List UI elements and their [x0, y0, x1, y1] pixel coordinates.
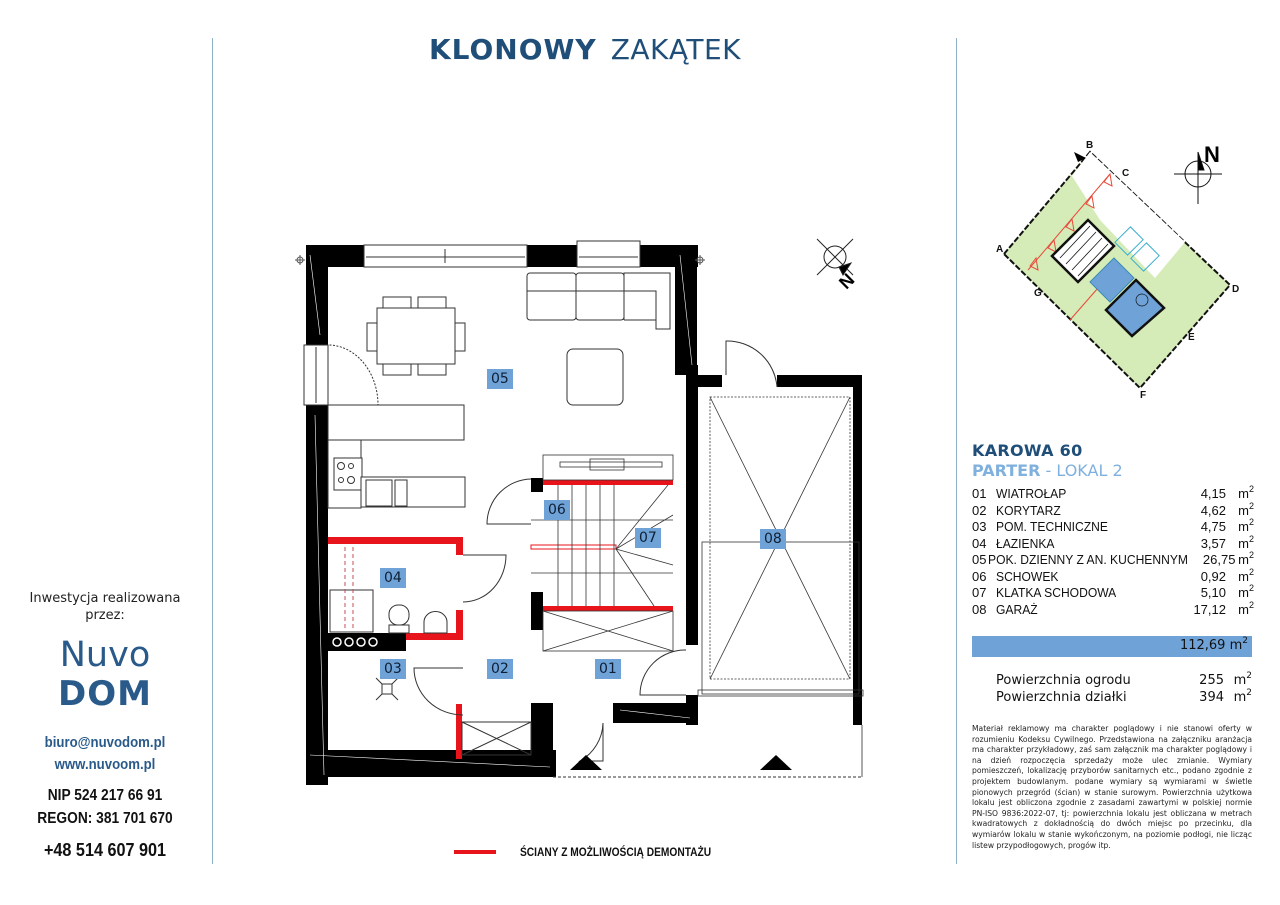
- unit-address: KAROWA 60: [972, 441, 1083, 460]
- nip-number: NIP 524 217 66 91: [47, 787, 163, 804]
- room-num: 08: [972, 601, 987, 617]
- garden-area-unit: $m^2$: [1233, 671, 1252, 688]
- corner-label-e: E: [1188, 332, 1195, 343]
- site-plan-drawing: [980, 130, 1260, 410]
- unit-level-bold: PARTER: [972, 461, 1041, 480]
- garden-area-row: [996, 672, 1252, 689]
- room-name: SCHOWEK: [996, 568, 1059, 584]
- room-num: 01: [972, 486, 987, 501]
- floor-plan: [290, 215, 890, 795]
- phone-number[interactable]: +48 514 607 901: [43, 840, 167, 860]
- brand-logo-dom: DOM: [58, 674, 152, 714]
- page-title: [0, 33, 1170, 67]
- garden-area-value: 255: [1199, 673, 1224, 688]
- total-area-value: 112,69 $m^2$: [1179, 636, 1248, 653]
- room-area: 17,12: [1193, 601, 1226, 617]
- unit-info: [972, 441, 1254, 618]
- room-unit: $m^2$: [1238, 517, 1254, 534]
- floor-plan-drawing: [290, 215, 890, 795]
- room-row: [972, 585, 1254, 602]
- investor-block: [0, 590, 210, 861]
- plot-area-label: Powierzchnia działki: [996, 690, 1127, 705]
- room-list: [972, 486, 1254, 618]
- divider-left: [212, 38, 213, 864]
- corner-label-g: G: [1034, 288, 1042, 299]
- room-area: 26,75: [1202, 552, 1236, 567]
- room-row: [972, 500, 1254, 520]
- email-link[interactable]: biuro@nuvodom.pl: [44, 734, 166, 751]
- room-name: WIATROŁAP: [996, 486, 1067, 501]
- divider-right: [956, 38, 957, 864]
- room-area: 4,15: [1200, 486, 1226, 501]
- disclaimer-text: Materiał reklamowy ma charakter poglądowy i nie stanowi oferty w rozumieniu Kodeksu Cywilnego. Przedstawiona na załączniku aranżacja ma charakter przykładowy, zaś sam załącznik ma charakter poglądowy i na dzień rozpoczęcia sprzedaży może ulec zmianie. Wymiary pomieszczeń, lokalizację przyborów sanitarnych etc., podano zgodnie z projektem budowlanym. podane wymiary są wymiarami w świetle pionowych przegród (ścian) w stanie surowym. Powierzchnia użytkowa lokalu jest obliczona zgodnie z zasadami zawartymi w polskiej normie PN-ISO 9836:2022-07, tj: powierzchnia lokalu jest obliczana w metrach kwadratowych z dokładnością do dwóch miejsc po przecinku, dla wymiarów lokalu w stanie wykończonym, na poziomie podłogi, nie licząc listew przypodłogowych, progów itp.: [972, 724, 1252, 850]
- investor-intro-line1: Inwestycja realizowana: [29, 591, 181, 606]
- room-label-01[interactable]: 01: [595, 659, 621, 679]
- total-area-bar: [972, 636, 1252, 657]
- room-row: [972, 552, 1254, 569]
- room-num: 07: [972, 585, 987, 600]
- title-light: ZAKĄTEK: [610, 33, 742, 66]
- room-label-03[interactable]: 03: [380, 659, 406, 679]
- garden-area-label: Powierzchnia ogrodu: [996, 673, 1131, 688]
- room-name: POM. TECHNICZNE: [996, 519, 1108, 534]
- room-label-04[interactable]: 04: [380, 568, 406, 588]
- corner-label-d: D: [1232, 284, 1240, 295]
- room-unit: $m^2$: [1238, 500, 1254, 518]
- room-area: 4,62: [1200, 502, 1226, 518]
- room-unit: $m^2$: [1238, 533, 1254, 551]
- room-num: 06: [972, 568, 987, 584]
- room-row: [972, 566, 1254, 586]
- corner-label-a: A: [996, 244, 1004, 255]
- room-unit: $m^2$: [1238, 599, 1254, 617]
- room-name: KORYTARZ: [996, 502, 1061, 518]
- room-label-02[interactable]: 02: [487, 659, 513, 679]
- investor-intro-line2: przez:: [85, 608, 125, 623]
- room-label-06[interactable]: 06: [544, 500, 570, 520]
- room-unit: $m^2$: [1238, 550, 1254, 567]
- corner-label-f: F: [1140, 390, 1147, 401]
- corner-label-b: B: [1086, 140, 1094, 151]
- room-area: 3,57: [1200, 535, 1226, 551]
- legend-red-line-swatch: [454, 850, 496, 854]
- plot-area-value: 394: [1199, 690, 1224, 705]
- room-name: POK. DZIENNY Z AN. KUCHENNYM: [987, 552, 1188, 567]
- room-num: 03: [972, 519, 987, 534]
- room-num: 04: [972, 535, 987, 551]
- room-label-05[interactable]: 05: [487, 369, 513, 389]
- unit-level: [972, 461, 1254, 480]
- room-area: 4,75: [1200, 519, 1226, 534]
- room-name: KLATKA SCHODOWA: [996, 585, 1117, 600]
- room-unit: $m^2$: [1238, 566, 1254, 584]
- plot-area-unit: $m^2$: [1233, 688, 1252, 705]
- site-plan: [980, 130, 1260, 415]
- plot-areas: [996, 672, 1252, 706]
- regon-number: REGON: 381 701 670: [37, 810, 173, 827]
- room-area: 0,92: [1200, 568, 1226, 584]
- unit-level-rest: - LOKAL 2: [1040, 461, 1123, 480]
- room-label-08[interactable]: 08: [760, 529, 786, 549]
- room-row: [972, 486, 1254, 503]
- site-compass-label: N: [1204, 142, 1220, 167]
- title-bold: KLONOWY: [428, 33, 597, 66]
- room-name: ŁAZIENKA: [996, 535, 1055, 551]
- compass-label: N: [835, 269, 859, 293]
- website-link[interactable]: www.nuvoom.pl: [54, 756, 156, 773]
- room-row: [972, 519, 1254, 536]
- room-unit: $m^2$: [1238, 583, 1254, 600]
- legend-text: ŚCIANY Z MOŻLIWOŚCIĄ DEMONTAŻU: [520, 845, 712, 859]
- room-num: 02: [972, 502, 987, 518]
- plot-area-row: [996, 689, 1252, 706]
- room-name: GARAŻ: [996, 601, 1038, 617]
- room-num: 05: [972, 552, 987, 567]
- room-unit: $m^2$: [1238, 484, 1254, 501]
- room-row: [972, 533, 1254, 553]
- room-label-07[interactable]: 07: [635, 528, 661, 548]
- brand-logo-nuvo: Nuvo: [59, 635, 151, 675]
- room-row: [972, 599, 1254, 619]
- corner-label-c: C: [1122, 168, 1130, 179]
- room-area: 5,10: [1200, 585, 1226, 600]
- legend: [454, 845, 745, 859]
